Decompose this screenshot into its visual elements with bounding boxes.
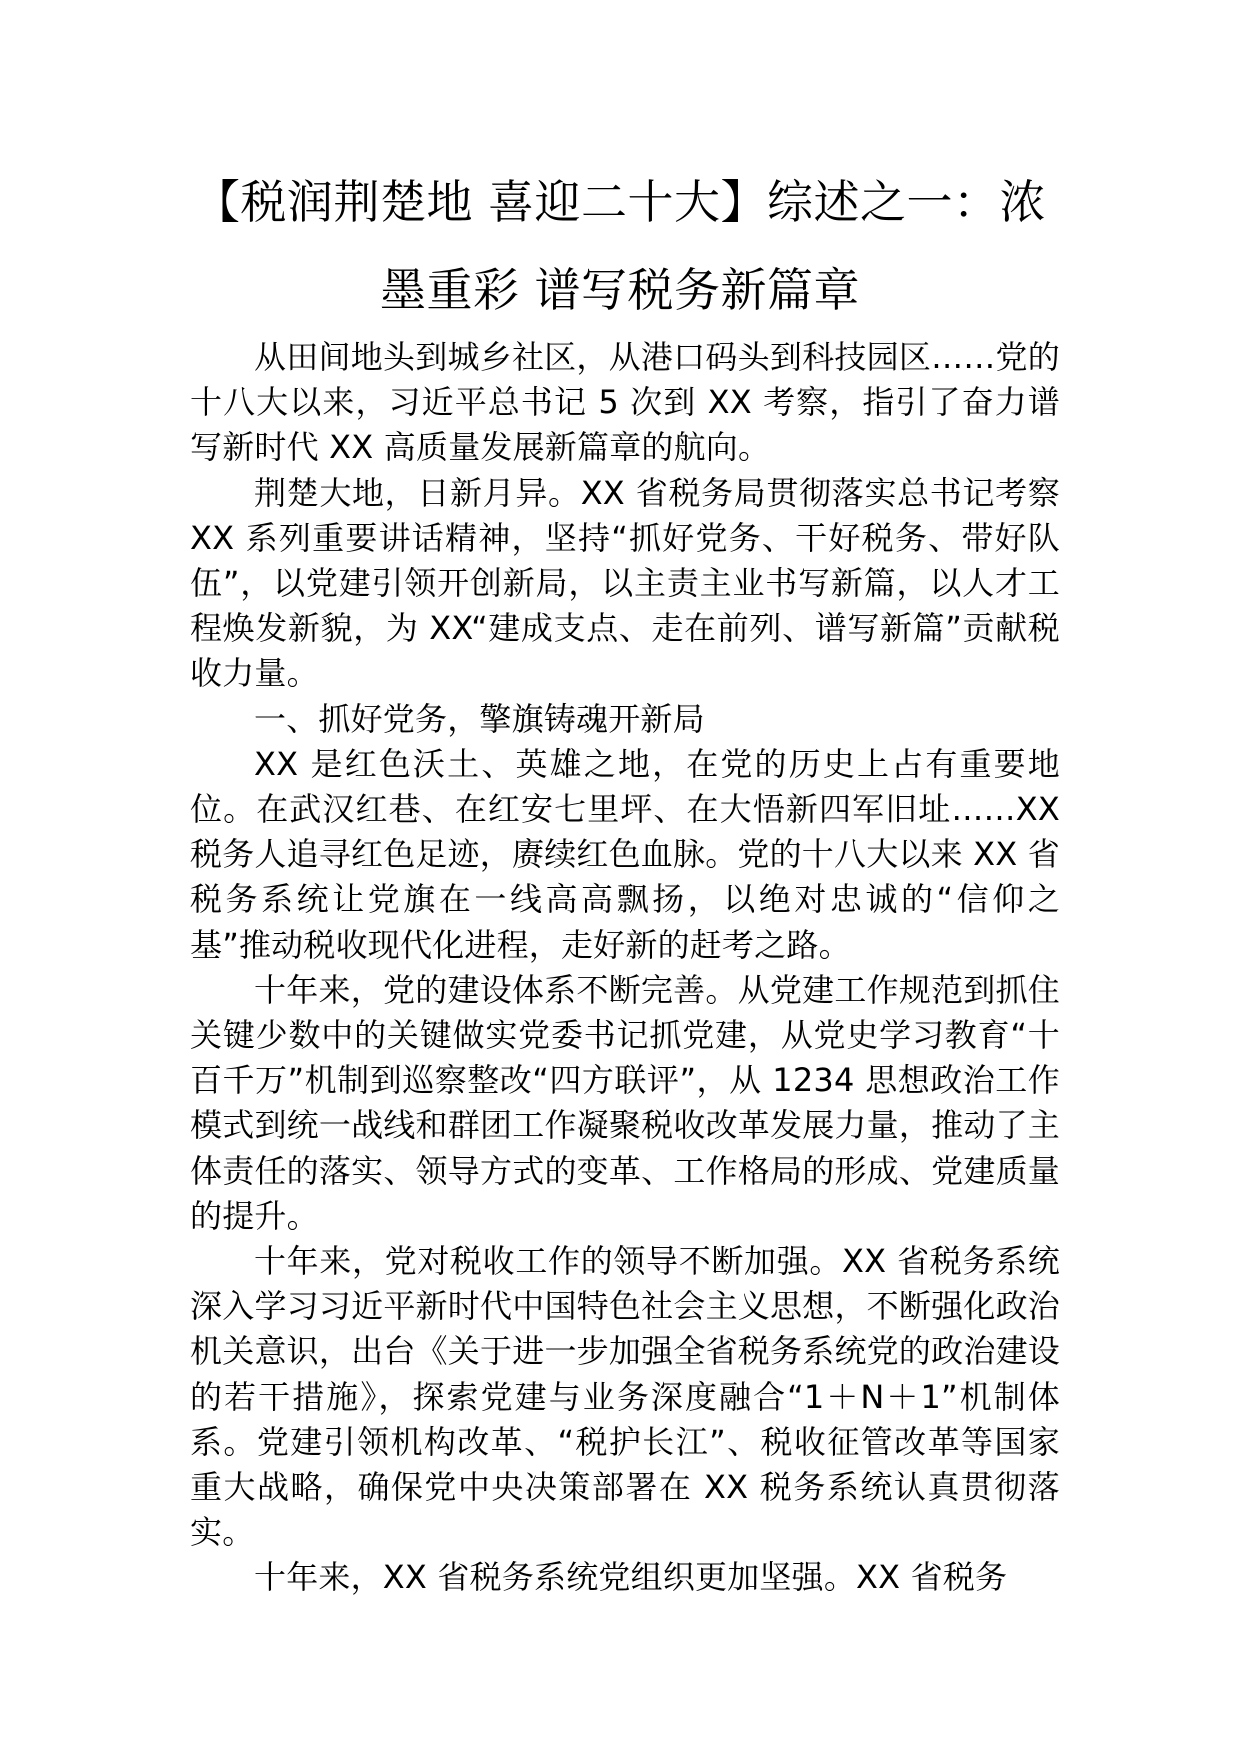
paragraph: 从田间地头到城乡社区，从港口码头到科技园区……党的十八大以来，习近平总书记 5 次到 XX 考察，指引了奋力谱写新时代 XX 高质量发展新篇章的航向。 xyxy=(190,338,1060,467)
paragraph: 十年来，党的建设体系不断完善。从党建工作规范到抓住关键少数中的关键做实党委书记抓党建，从党史学习教育“十百千万”机制到巡察整改“四方联评”，从 1234 思想政治工作模式到统一战线和群团工作凝聚税收改革发展力量，推动了主体责任的落实、领导方式的变革、工作格局的形成、党建质量的提升。 xyxy=(190,970,1060,1235)
section-heading: 一、抓好党务，擎旗铸魂开新局 xyxy=(254,699,705,738)
document-title-line-2: 墨重彩 谱写税务新篇章 xyxy=(379,263,861,317)
paragraph: 荆楚大地，日新月异。XX 省税务局贯彻落实总书记考察 XX 系列重要讲话精神，坚持“抓好党务、干好税务、带好队伍”，以党建引领开创新局，以主责主业书写新篇，以人才工程焕发新貌，为 XX“建成支点、走在前列、谱写新篇”贡献税收力量。 xyxy=(190,473,1060,693)
paragraph: 十年来，XX 省税务系统党组织更加坚强。XX 省税务 xyxy=(254,1558,1008,1597)
paragraph: 十年来，党对税收工作的领导不断加强。XX 省税务系统深入学习习近平新时代中国特色社会主义思想，不断强化政治机关意识，出台《关于进一步加强全省税务系统党的政治建设的若干措施》，探索党建与业务深度融合“1＋N＋1”机制体系。党建引领机构改革、“税护长江”、税收征管改革等国家重大战略，确保党中央决策部署在 XX 税务系统认真贯彻落实。 xyxy=(190,1242,1060,1552)
document-title-line-1: 【税润荆楚地 喜迎二十大】综述之一：浓 xyxy=(193,175,1047,229)
paragraph: XX 是红色沃土、英雄之地，在党的历史上占有重要地位。在武汉红巷、在红安七里坪、在大悟新四军旧址……XX 税务人追寻红色足迹，赓续红色血脉。党的十八大以来 XX 省税务系统让党旗在一线高高飘扬，以绝对忠诚的“信仰之基”推动税收现代化进程，走好新的赶考之路。 xyxy=(190,744,1060,964)
document-body xyxy=(190,335,1060,1601)
